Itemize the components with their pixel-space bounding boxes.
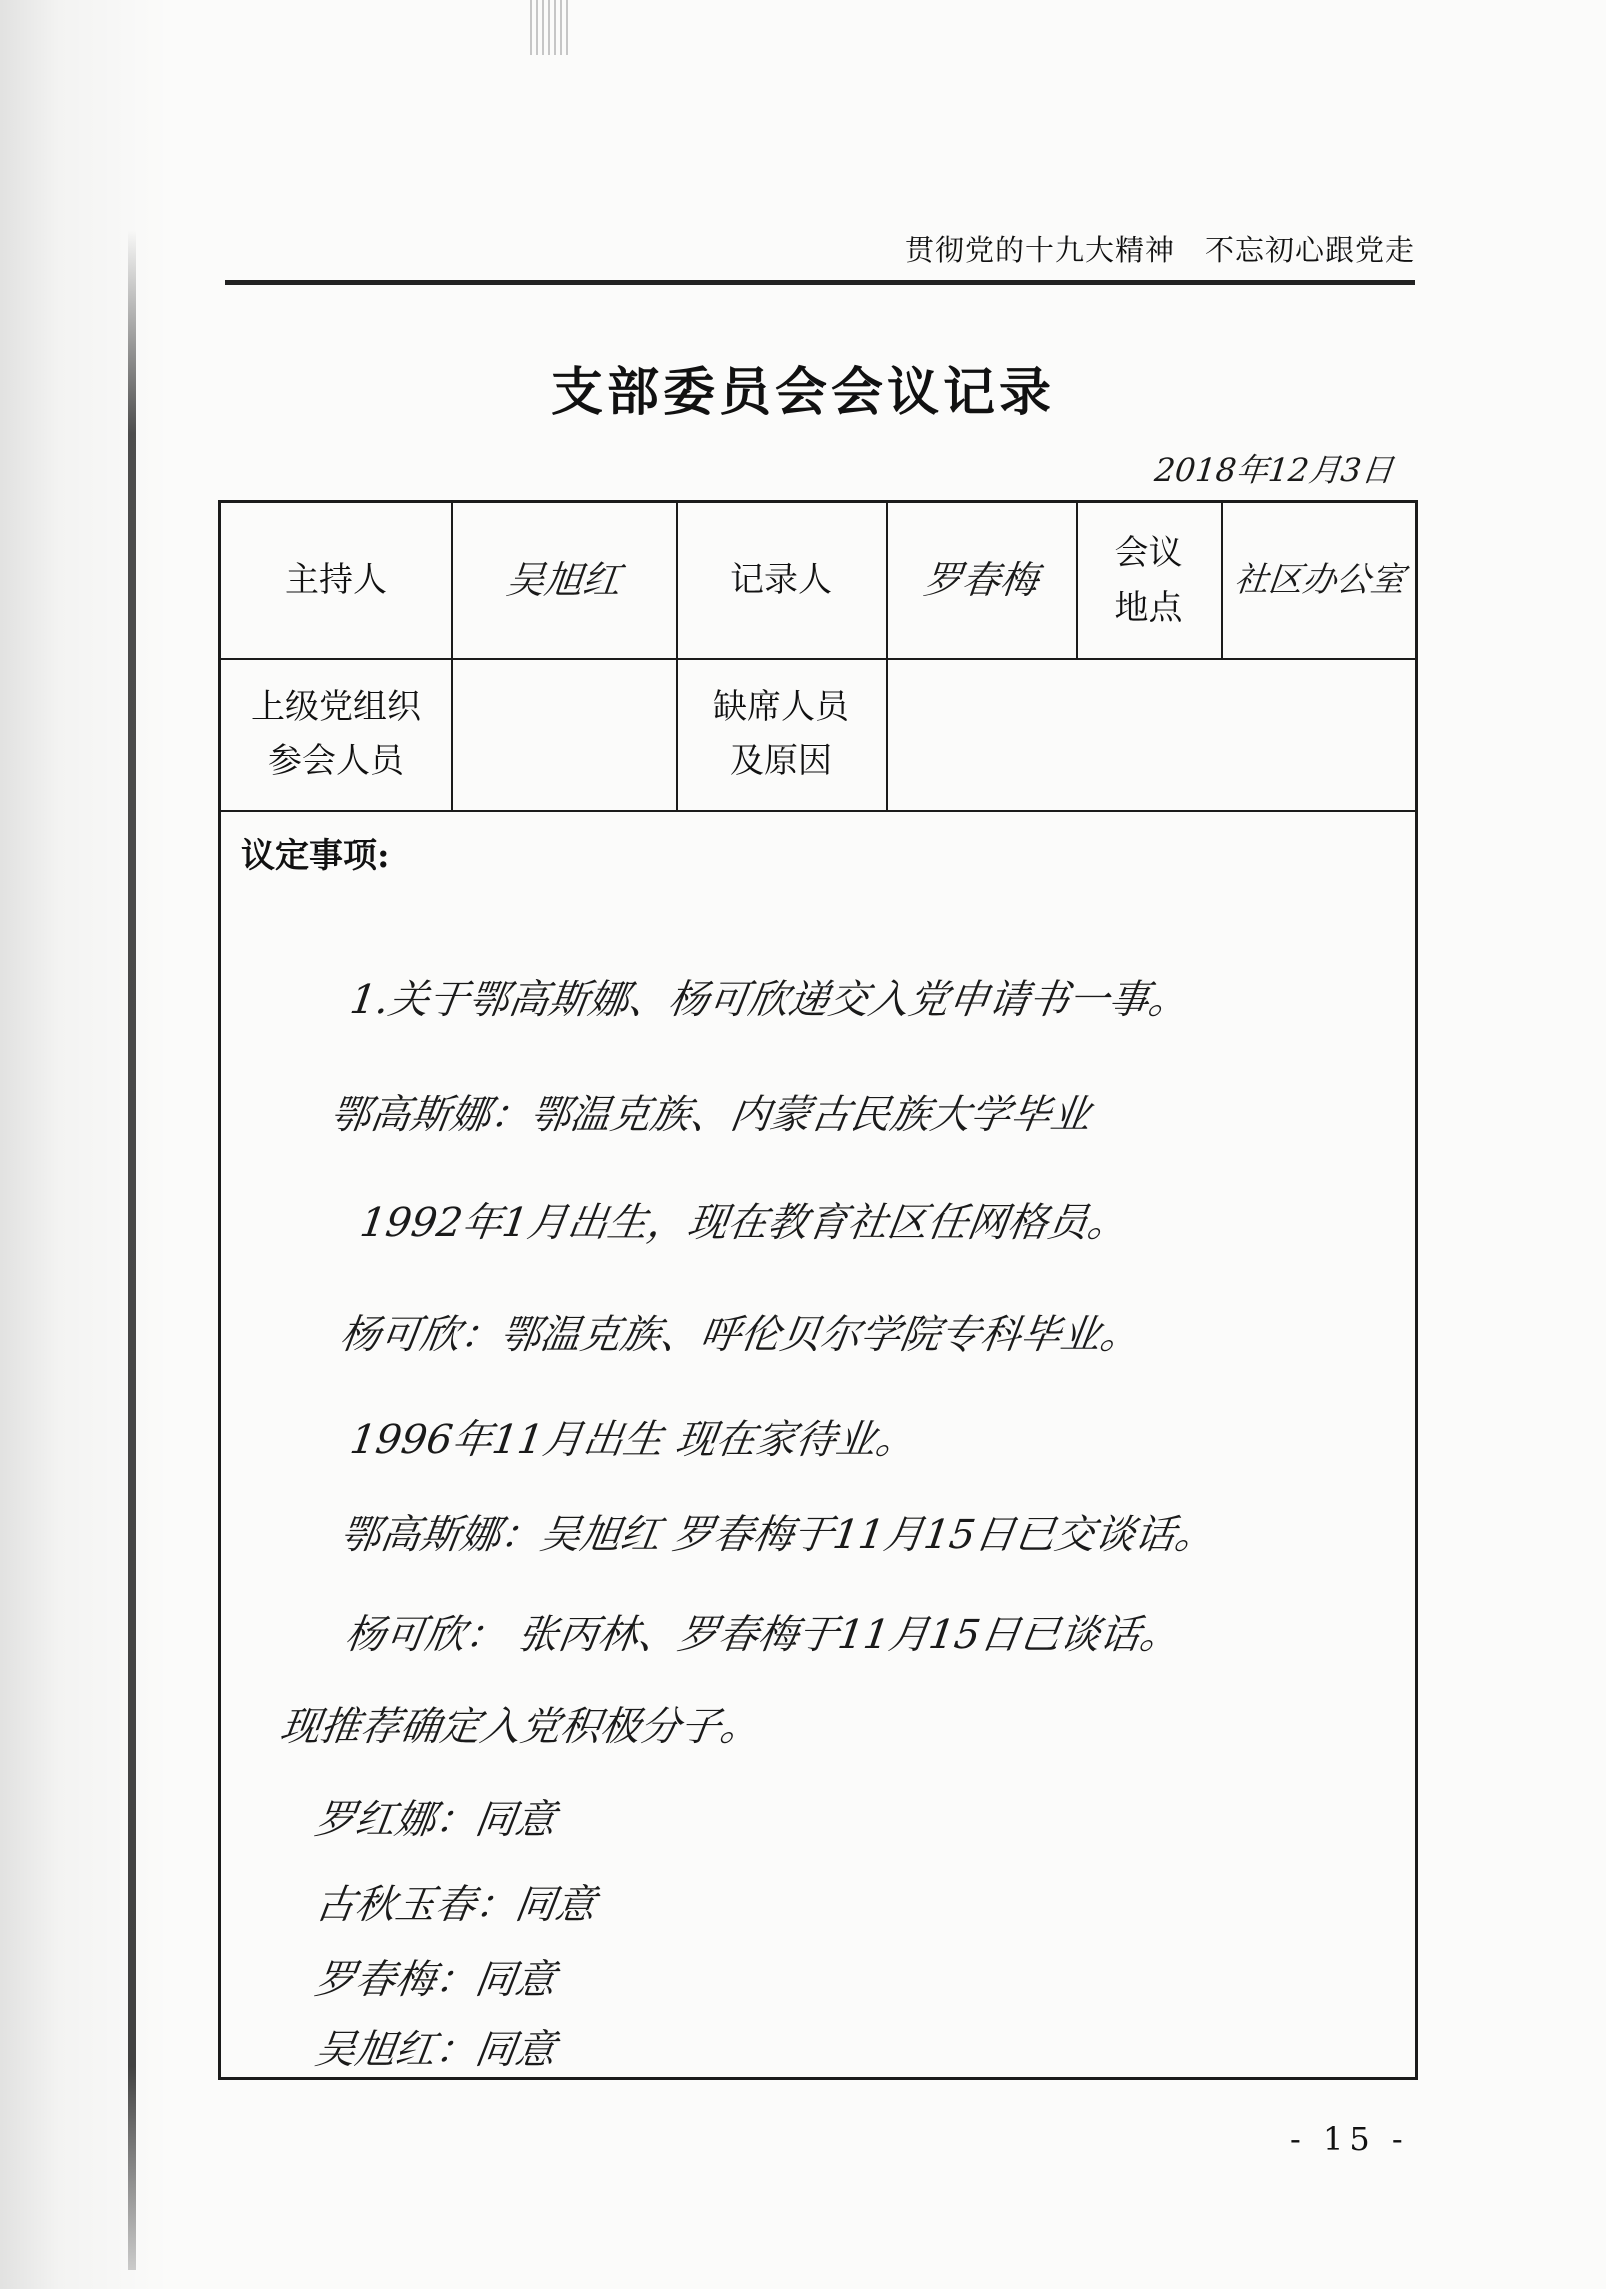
meeting-date: 2018年12月3日 <box>1152 451 1396 489</box>
binding-shadow <box>128 230 136 2270</box>
scan-marks <box>530 0 570 55</box>
absent-label-line-1: 缺席人员 <box>713 686 849 727</box>
agenda-line: 鄂高斯娜：鄂温克族、内蒙古民族大学毕业 <box>327 1092 1094 1138</box>
scan-shadow <box>0 0 170 2289</box>
page-header <box>225 222 1415 282</box>
absent-label-line-2: 及原因 <box>730 741 832 781</box>
agenda-notes <box>221 503 1415 2077</box>
agenda-line: 吴旭红：同意 <box>312 2027 559 2073</box>
location-value: 社区办公室 <box>1232 560 1407 601</box>
agenda-line: 鄂高斯娜：吴旭红 罗春梅于11月15日已交谈话。 <box>337 1512 1219 1558</box>
agenda-line: 古秋玉春：同意 <box>312 1882 599 1928</box>
agenda-line: 罗春梅：同意 <box>312 1957 559 2003</box>
agenda-line: 1996年11月出生 现在家待业。 <box>347 1417 920 1463</box>
superior-label-line-2: 参会人员 <box>268 741 404 781</box>
agenda-line: 杨可欣：鄂温克族、呼伦贝尔学院专科毕业。 <box>337 1312 1144 1358</box>
header-rule <box>225 280 1415 285</box>
host-value: 吴旭红 <box>504 558 623 603</box>
recorder-value: 罗春梅 <box>921 558 1041 603</box>
location-label-line-2: 地点 <box>1114 587 1183 628</box>
agenda-line: 现推荐确定入党积极分子。 <box>277 1704 764 1750</box>
page-title: 支部委员会会议记录 <box>550 362 1055 423</box>
superior-label-line-1: 上级党组织 <box>251 686 421 727</box>
agenda-line: 1.关于鄂高斯娜、杨可欣递交入党申请书一事。 <box>347 977 1192 1023</box>
agenda-line: 罗红娜：同意 <box>312 1797 559 1843</box>
agenda-line: 杨可欣： 张丙林、罗春梅于11月15日已谈话。 <box>342 1612 1184 1658</box>
agenda-label: 议定事项: <box>241 836 390 876</box>
header-slogan: 贯彻党的十九大精神 不忘初心跟党走 <box>904 233 1415 267</box>
agenda-line: 1992年1月出生，现在教育社区任网格员。 <box>357 1200 1131 1246</box>
page-number: - 15 - <box>1290 2120 1409 2158</box>
location-label-line-1: 会议 <box>1114 533 1183 574</box>
host-label: 主持人 <box>285 560 387 601</box>
recorder-label: 记录人 <box>730 560 832 601</box>
meeting-form <box>218 500 1418 2080</box>
